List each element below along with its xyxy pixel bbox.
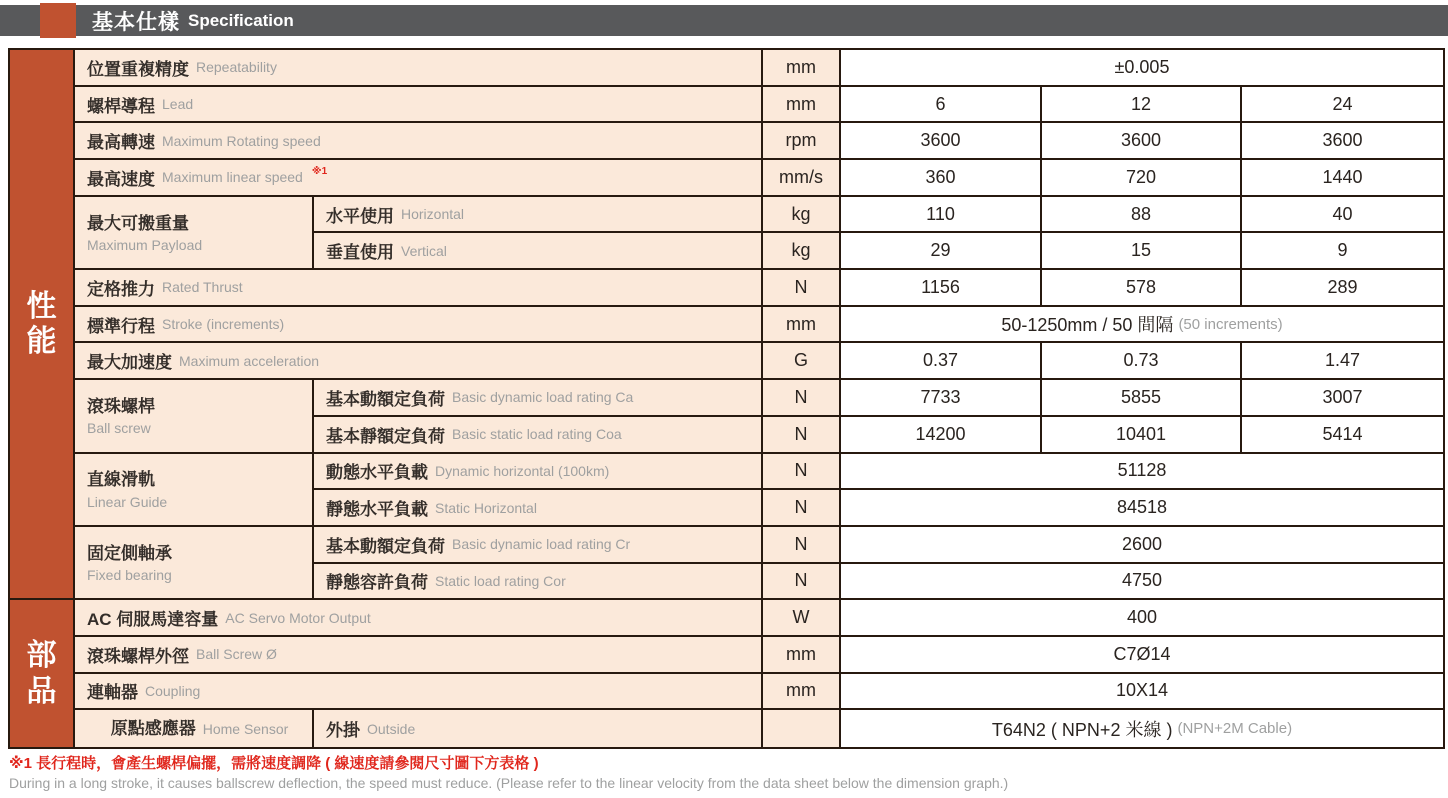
value-text: C7Ø14 [1113, 643, 1171, 664]
value-cell: 7733 [841, 380, 1042, 417]
value-text: 400 [1126, 607, 1158, 628]
unit-cell [763, 710, 841, 747]
group-label-en: Home Sensor [202, 720, 289, 737]
row-label [75, 600, 763, 637]
row-label-zh: AC 伺服馬達容量 [87, 610, 219, 630]
section-sidebar-performance [10, 50, 75, 600]
value-text: 84518 [1116, 497, 1168, 518]
value-cell: 9 [1242, 233, 1443, 270]
value-text: 10X14 [1115, 680, 1169, 701]
value-cell: 3600 [1042, 123, 1242, 160]
row-label-en: Repeatability [196, 59, 277, 76]
group-label [75, 454, 314, 527]
value-cell-span [841, 527, 1443, 564]
value-text-secondary: (NPN+2M Cable) [1177, 720, 1293, 738]
value-cell: 6 [841, 87, 1042, 124]
value-cell: 12 [1042, 87, 1242, 124]
value-cell-span [841, 454, 1443, 491]
row-label-zh: 最高轉速 [87, 133, 155, 153]
row-sublabel [314, 454, 763, 491]
row-label-zh: 動態水平負載 [326, 463, 428, 483]
row-label-zh: 靜態容許負荷 [326, 573, 428, 593]
group-label-en: Ball screw [87, 420, 151, 437]
group-label-zh: 原點感應器 [110, 718, 196, 738]
value-cell-span [841, 637, 1443, 674]
unit-cell: mm [763, 674, 841, 711]
value-text-secondary: (50 increments) [1178, 315, 1283, 333]
row-label-en: Static load rating Cor [435, 572, 566, 589]
row-label-zh: 垂直使用 [326, 243, 394, 263]
row-label-zh: 基本動額定負荷 [326, 536, 445, 556]
value-cell-span [841, 490, 1443, 527]
row-label-en: Basic dynamic load rating Cr [452, 536, 631, 553]
footnote-ref-mark: ※1 [311, 165, 328, 177]
group-label-en: Linear Guide [87, 493, 168, 510]
row-sublabel [314, 233, 763, 270]
row-label [75, 343, 763, 380]
value-cell: 5414 [1242, 417, 1443, 454]
row-label-en: Dynamic horizontal (100km) [435, 462, 610, 479]
value-text: 4750 [1121, 570, 1163, 591]
unit-cell: mm [763, 87, 841, 124]
row-label-zh: 連軸器 [87, 683, 138, 703]
group-label [75, 710, 314, 747]
row-label-en: Rated Thrust [162, 279, 243, 296]
unit-cell: mm [763, 307, 841, 344]
value-cell: 40 [1242, 197, 1443, 234]
sidebar-char: 性 [26, 289, 57, 323]
sidebar-char: 部 [26, 639, 57, 673]
row-label [75, 50, 763, 87]
row-label-en: Horizontal [401, 206, 465, 223]
page-title-en: Specification [188, 10, 294, 30]
row-label-en: Basic dynamic load rating Ca [452, 389, 634, 406]
row-label-zh: 滾珠螺桿外徑 [87, 646, 189, 666]
row-label [75, 270, 763, 307]
unit-cell: mm/s [763, 160, 841, 197]
value-text: 2600 [1121, 533, 1163, 554]
value-cell: 88 [1042, 197, 1242, 234]
value-cell: 289 [1242, 270, 1443, 307]
value-cell: 720 [1042, 160, 1242, 197]
unit-cell: N [763, 454, 841, 491]
row-label-zh: 標準行程 [87, 316, 155, 336]
row-label-en: Maximum Rotating speed [162, 132, 321, 149]
row-label-en: Maximum linear speed [162, 169, 303, 186]
row-label-zh: 基本靜額定負荷 [326, 426, 445, 446]
footnote [9, 754, 1439, 792]
row-sublabel [314, 710, 763, 747]
row-label-zh: 外掛 [326, 721, 360, 741]
row-label-zh: 基本動額定負荷 [326, 389, 445, 409]
value-cell: 3007 [1242, 380, 1443, 417]
row-label-en: Static Horizontal [435, 499, 537, 516]
value-cell-span [841, 674, 1443, 711]
row-label [75, 674, 763, 711]
value-cell: 1.47 [1242, 343, 1443, 380]
unit-cell: kg [763, 233, 841, 270]
value-text: T64N2 ( NPN+2 米線 ) [991, 719, 1173, 740]
unit-cell: G [763, 343, 841, 380]
section-sidebar-parts [10, 600, 75, 747]
group-label [75, 380, 314, 453]
value-cell: 15 [1042, 233, 1242, 270]
row-label-zh: 最高速度 [87, 169, 155, 189]
row-label-en: AC Servo Motor Output [225, 609, 371, 626]
row-sublabel [314, 417, 763, 454]
unit-cell: mm [763, 637, 841, 674]
row-sublabel [314, 380, 763, 417]
value-cell-span [841, 600, 1443, 637]
value-cell-span [841, 710, 1443, 747]
row-label-zh: 靜態水平負載 [326, 500, 428, 520]
title-accent-square [40, 3, 76, 38]
row-sublabel [314, 527, 763, 564]
value-cell: 3600 [841, 123, 1042, 160]
row-label-en: Ball Screw Ø [196, 646, 277, 663]
value-cell: 0.73 [1042, 343, 1242, 380]
row-label-zh: 水平使用 [326, 206, 394, 226]
row-label-en: Coupling [145, 682, 201, 699]
value-cell: 29 [841, 233, 1042, 270]
unit-cell: N [763, 564, 841, 601]
row-label [75, 307, 763, 344]
value-cell: 24 [1242, 87, 1443, 124]
value-cell: 14200 [841, 417, 1042, 454]
row-sublabel [314, 490, 763, 527]
unit-cell: N [763, 270, 841, 307]
row-label [75, 87, 763, 124]
value-text: 50-1250mm / 50 間隔 [1001, 315, 1174, 336]
value-cell: 1440 [1242, 160, 1443, 197]
sidebar-char: 品 [26, 674, 57, 708]
row-label-en: Basic static load rating Coa [452, 426, 622, 443]
group-label-zh: 直線滑軌 [87, 470, 155, 490]
unit-cell: N [763, 490, 841, 527]
unit-cell: N [763, 417, 841, 454]
value-text: ±0.005 [1114, 56, 1170, 77]
row-sublabel [314, 564, 763, 601]
value-cell: 5855 [1042, 380, 1242, 417]
group-label [75, 197, 314, 270]
value-cell-span [841, 307, 1443, 344]
unit-cell: kg [763, 197, 841, 234]
group-label-en: Maximum Payload [87, 237, 203, 254]
specification-table [8, 48, 1445, 749]
row-label-en: Maximum acceleration [179, 352, 320, 369]
page-title-zh: 基本仕樣 [92, 10, 180, 34]
row-label-en: Outside [367, 720, 416, 737]
value-cell: 3600 [1242, 123, 1443, 160]
group-label-en: Fixed bearing [87, 567, 172, 584]
footnote-line-en: During in a long stroke, it causes ballscrew deflection, the speed must reduce. (Please refer to the linear velocity from the data sheet below the dimension graph.) [9, 775, 1009, 791]
value-cell: 360 [841, 160, 1042, 197]
unit-cell: rpm [763, 123, 841, 160]
value-text: 51128 [1117, 460, 1167, 481]
row-label-en: Lead [162, 96, 194, 113]
row-label-zh: 最大加速度 [87, 353, 172, 373]
value-cell-span [841, 564, 1443, 601]
row-label-zh: 位置重複精度 [87, 59, 189, 79]
group-label-zh: 固定側軸承 [87, 543, 172, 563]
unit-cell: N [763, 380, 841, 417]
row-label [75, 123, 763, 160]
sidebar-char: 能 [26, 325, 57, 359]
group-label-zh: 最大可搬重量 [87, 213, 189, 233]
group-label-zh: 滾珠螺桿 [87, 396, 155, 416]
row-label-en: Vertical [401, 242, 447, 259]
value-cell: 0.37 [841, 343, 1042, 380]
row-label [75, 637, 763, 674]
unit-cell: mm [763, 50, 841, 87]
unit-cell: W [763, 600, 841, 637]
row-label-zh: 螺桿導程 [87, 96, 155, 116]
row-label-zh: 定格推力 [87, 279, 155, 299]
row-label-en: Stroke (increments) [162, 316, 285, 333]
group-label [75, 527, 314, 600]
value-cell: 110 [841, 197, 1042, 234]
value-cell-span [841, 50, 1443, 87]
value-cell: 1156 [841, 270, 1042, 307]
unit-cell: N [763, 527, 841, 564]
page-title [92, 5, 294, 36]
row-sublabel [314, 197, 763, 234]
value-cell: 578 [1042, 270, 1242, 307]
footnote-line-zh: ※1 長行程時，會產生螺桿偏擺，需將速度調降 ( 線速度請參閱尺寸圖下方表格 ) [9, 755, 539, 772]
value-cell: 10401 [1042, 417, 1242, 454]
row-label [75, 160, 763, 197]
